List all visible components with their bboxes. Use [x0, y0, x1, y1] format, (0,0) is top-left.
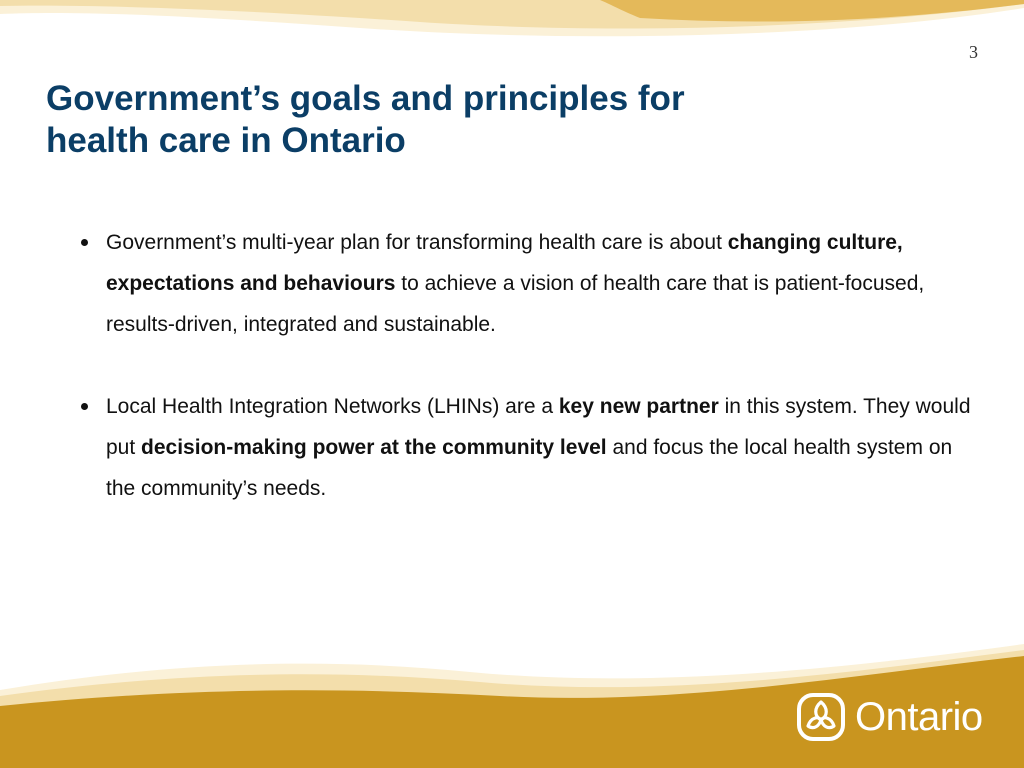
- top-decorative-wave: [0, 0, 1024, 42]
- bullet-text-segment: in this system. They would put: [106, 395, 971, 459]
- logo-wordmark: Ontario: [855, 695, 983, 739]
- bullet-emphasis: decision-making power at the community level: [141, 436, 607, 459]
- bullet-item-plan: [78, 222, 978, 345]
- bullet-text-segment: Government’s multi-year plan for transforming health care is about: [106, 231, 728, 254]
- bullet-emphasis: changing culture, expectations and behaviours: [106, 231, 903, 295]
- bullet-dot-icon: [81, 239, 88, 246]
- trillium-icon: [796, 692, 846, 742]
- bullet-dot-icon: [81, 403, 88, 410]
- bullet-list: [78, 222, 978, 509]
- bullet-text-segment: Local Health Integration Networks (LHINs) are a: [106, 395, 559, 418]
- slide-number: 3: [969, 42, 978, 62]
- bullet-emphasis: key new partner: [558, 395, 719, 418]
- slide-title-line-2: health care in Ontario: [46, 121, 406, 160]
- slide-title: [46, 78, 866, 162]
- ontario-logo: [796, 692, 983, 742]
- bullet-text-segment: to achieve a vision of health care that is patient-focused, results-driven, integrated and sustainable.: [106, 272, 925, 336]
- bullet-item-lhins: [78, 386, 978, 509]
- slide-title-line-1: Government’s goals and principles for: [46, 79, 685, 118]
- bullet-text-segment: and focus the local health system on the community’s needs.: [106, 436, 953, 500]
